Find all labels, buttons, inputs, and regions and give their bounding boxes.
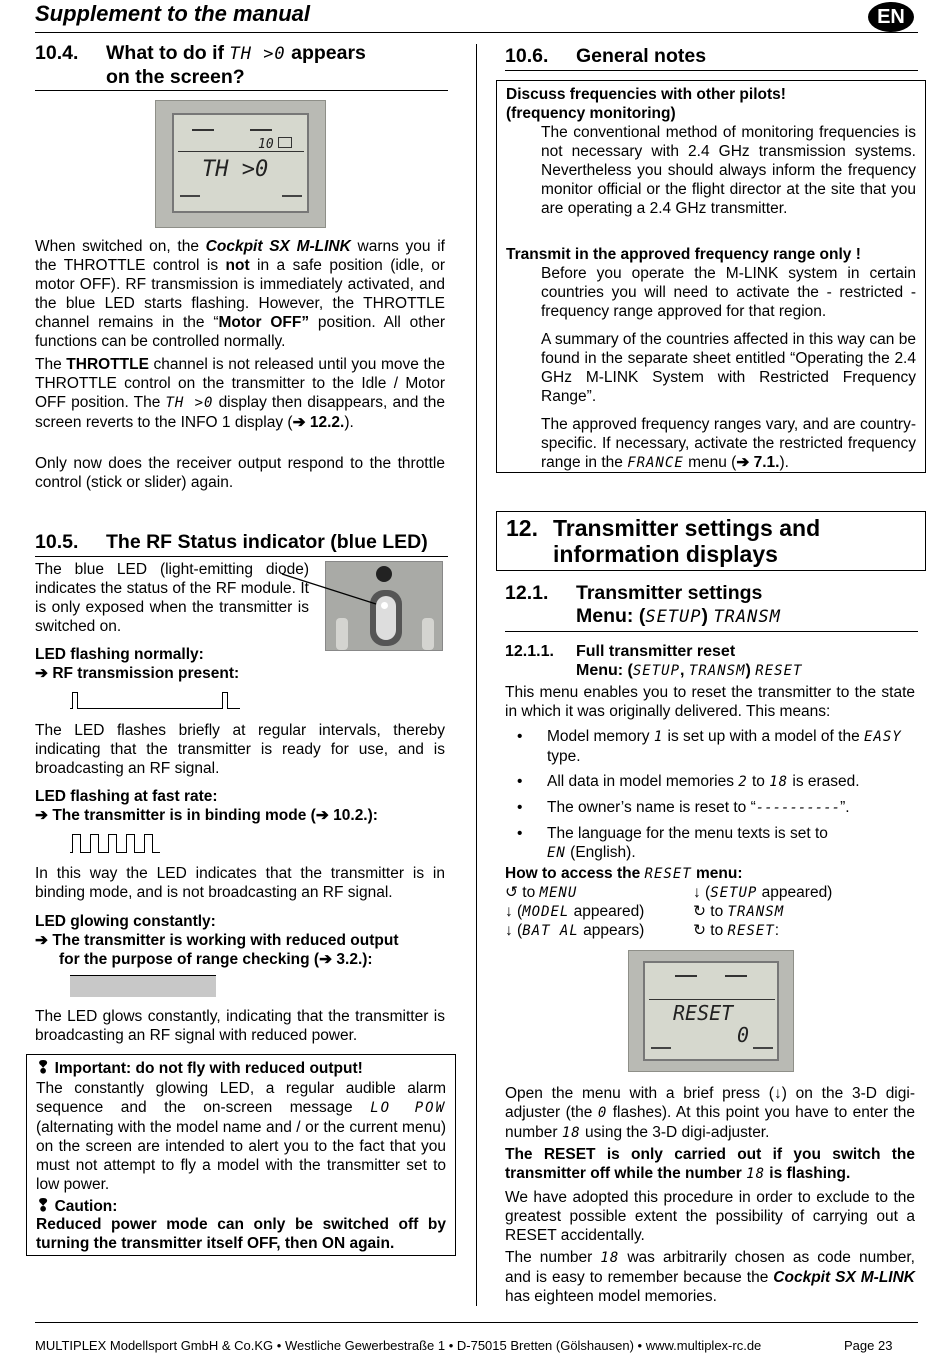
lcd-line1: RESET	[673, 1001, 734, 1025]
notes-text-1: The conventional method of monitoring frequencies is not necessary with 2.4 GHz transmission systems. Nevertheless you should always inform the frequency monitor official or the flight director at the site that you are operating a 2.4 GHz transmitter.	[541, 124, 916, 217]
section-10-6-number: 10.6.	[505, 45, 549, 67]
notes-heading-1: Discuss frequencies with other pilots!	[506, 86, 786, 103]
access-step-2: ↓ (SETUP appeared)	[693, 884, 833, 901]
paragraph-led-fast: In this way the LED indicates that the transmitter is in binding mode, and is not broadcasting an RF signal.	[35, 865, 445, 901]
access-step-1: ↺ to MENU	[505, 884, 578, 901]
list-item: • Model memory 1 is set up with a model of the EASY type.	[505, 727, 915, 766]
lcd-line2: TH >0	[202, 157, 269, 182]
lcd-line1: 10	[258, 137, 274, 152]
lcd-panel	[172, 113, 309, 213]
rotate-right-icon: ↻	[693, 922, 706, 939]
section-12-1-number: 12.1.	[505, 582, 549, 604]
pulse-diagram-fast	[70, 832, 170, 854]
warning-icon: ❢	[36, 1058, 51, 1077]
paragraph-led-normal: The LED flashes briefly at regular intervals, thereby indicating that the transmitter is ready for use, and is broadcasting an RF signal.	[35, 722, 445, 777]
caution-title: ❢ Caution:	[36, 1196, 118, 1215]
page-header-title: Supplement to the manual	[35, 1, 311, 26]
access-step-4: ↻ to TRANSM	[693, 903, 785, 920]
led-constant-sub: ➔ The transmitter is working with reduced output for the purpose of range checking (➔ 3.2.):	[35, 932, 399, 968]
rotate-right-icon: ↻	[693, 903, 706, 920]
paragraph-reset-intro: This menu enables you to reset the transmitter to the state in which it was originally delivered. This means:	[505, 684, 915, 720]
led-fast-sub: ➔ The transmitter is in binding mode (➔ 10.2.):	[35, 807, 378, 824]
language-badge: EN	[868, 2, 914, 32]
section-12-1-1-number: 12.1.1.	[505, 643, 554, 660]
access-reset-title: How to access the RESET menu:	[505, 865, 743, 882]
page-number: Page 23	[844, 1338, 893, 1353]
section-12-1-1-title: Full transmitter reset Menu: (SETUP, TRANSM) RESET	[576, 643, 803, 679]
paragraph-code-number: The number 18 was arbitrarily chosen as code number, and is easy to remember because the Cockpit SX M-LINK has eighteen model memories.	[505, 1249, 915, 1305]
notes-heading-1b: (frequency monitoring)	[506, 105, 676, 122]
paragraph-receiver-output: Only now does the receiver output respond to the throttle control (stick or slider) again.	[35, 455, 445, 491]
paragraph-throttle-release: The THROTTLE channel is not released until you move the THROTTLE control on the transmitter to the Idle / Motor OFF position. The TH >0 display then disappears, and the screen reverts to the INFO 1 display (➔ 12.2.).	[35, 356, 445, 431]
notes-text-3: A summary of the countries affected in this way can be found in the separate sheet entitled “Operating the 2.4 GHz M-LINK System with Restricted Frequency Range”.	[541, 331, 916, 405]
notes-text-2: Before you operate the M-LINK system in certain countries you will need to activate the - restricted - frequency range approved for that region.	[541, 265, 916, 320]
rotate-left-icon: ↺	[505, 884, 518, 901]
pulse-diagram-normal	[70, 690, 240, 710]
lcd-line2: 0	[737, 1023, 750, 1047]
important-text: The constantly glowing LED, a regular audible alarm sequence and the on-screen message LO POW (alternating with the model name and / or the current menu) on the screen are intended to alert you to the fact that you must not attempt to fly a model with the transmitter set to low power.	[36, 1080, 446, 1193]
lcd-panel	[643, 961, 779, 1061]
section-10-6-title: General notes	[576, 45, 707, 67]
paragraph-procedure: We have adopted this procedure in order to exclude to the greatest possible extent the possibility of carrying out a RESET accidentally.	[505, 1189, 915, 1244]
section-12-title: Transmitter settings and information displays	[553, 515, 821, 567]
paragraph-reset-warning: The RESET is only carried out if you switch the transmitter off while the number 18 is flashing.	[505, 1146, 915, 1182]
footer-divider	[35, 1322, 918, 1323]
warning-icon: ❢	[36, 1196, 51, 1215]
list-item: • The owner’s name is reset to “----------”.	[505, 798, 915, 818]
paragraph-open-menu: Open the menu with a brief press (↓) on the 3-D digi-adjuster (the 0 flashes). At this point you have to enter the number 18 using the 3-D digi-adjuster.	[505, 1085, 916, 1141]
column-divider	[476, 44, 477, 1306]
access-step-3: ↓ (MODEL appeared)	[505, 903, 645, 920]
footer-address: MULTIPLEX Modellsport GmbH & Co.KG • Westliche Gewerbestraße 1 • D-75015 Bretten (Gölshausen) • www.multiplex-rc.de	[35, 1338, 762, 1353]
section-10-5-rule	[35, 556, 448, 557]
section-10-6-rule	[505, 70, 918, 71]
constant-glow-bar	[70, 975, 216, 997]
paragraph-led-constant: The LED glows constantly, indicating that the transmitter is broadcasting an RF signal with reduced power.	[35, 1008, 445, 1044]
important-box	[26, 1054, 456, 1256]
press-down-icon: ↓	[773, 1085, 782, 1102]
list-item: • All data in model memories 2 to 18 is erased.	[505, 772, 915, 792]
section-12-1-rule	[505, 631, 918, 632]
header-divider	[35, 32, 918, 33]
section-12-box	[496, 511, 926, 571]
general-notes-box	[496, 80, 926, 473]
important-title: ❢ Important: do not fly with reduced output!	[36, 1058, 363, 1077]
paragraph-throttle-warning: When switched on, the Cockpit SX M-LINK warns you if the THROTTLE control is not in a safe position (idle, or motor OFF). RF transmission is immediately activated, and the blue LED starts flashing. However, the THROTTLE channel remains in the “Motor OFF” position. All other functions can be controlled normally.	[35, 238, 445, 350]
led-normal-sub: ➔ RF transmission present:	[35, 665, 240, 682]
led-pointer-line	[280, 570, 390, 610]
section-10-4-title: What to do if TH >0 appears on the screen?	[106, 42, 366, 88]
press-down-icon: ↓	[505, 903, 513, 920]
section-10-4-rule	[35, 90, 448, 91]
lcd-screen-reset	[628, 950, 794, 1072]
press-down-icon: ↓	[505, 922, 513, 939]
lcd-screen-throttle-warning	[155, 100, 326, 228]
section-12-number: 12.	[506, 515, 538, 541]
section-10-5-number: 10.5.	[35, 531, 79, 553]
access-step-5: ↓ (BAT AL appears)	[505, 922, 645, 939]
list-item: • The language for the menu texts is set to EN (English).	[505, 824, 915, 863]
led-constant-title: LED glowing constantly:	[35, 913, 216, 930]
press-down-icon: ↓	[693, 884, 701, 901]
section-10-4-number: 10.4.	[35, 42, 79, 64]
notes-heading-2: Transmit in the approved frequency range only !	[506, 246, 861, 263]
led-normal-title: LED flashing normally:	[35, 646, 204, 663]
reset-bullet-list	[505, 727, 915, 869]
lcd-th0-inline: TH >0	[229, 44, 286, 64]
paragraph-blue-led: The blue LED (light-emitting diode) indicates the status of the RF module. It is only exposed when the transmitter is switched on.	[35, 561, 309, 635]
notes-text-4: The approved frequency ranges vary, and are country-specific. If necessary, activate the restricted frequency range in the FRANCE menu (➔ 7.1.).	[541, 416, 916, 471]
section-10-5-title: The RF Status indicator (blue LED)	[106, 531, 428, 553]
led-fast-title: LED flashing at fast rate:	[35, 788, 218, 805]
section-12-1-title: Transmitter settings Menu: (SETUP) TRANSM	[576, 582, 781, 627]
access-step-6: ↻ to RESET:	[693, 922, 780, 939]
caution-text: Reduced power mode can only be switched off by turning the transmitter itself OFF, then ON again.	[36, 1216, 446, 1252]
